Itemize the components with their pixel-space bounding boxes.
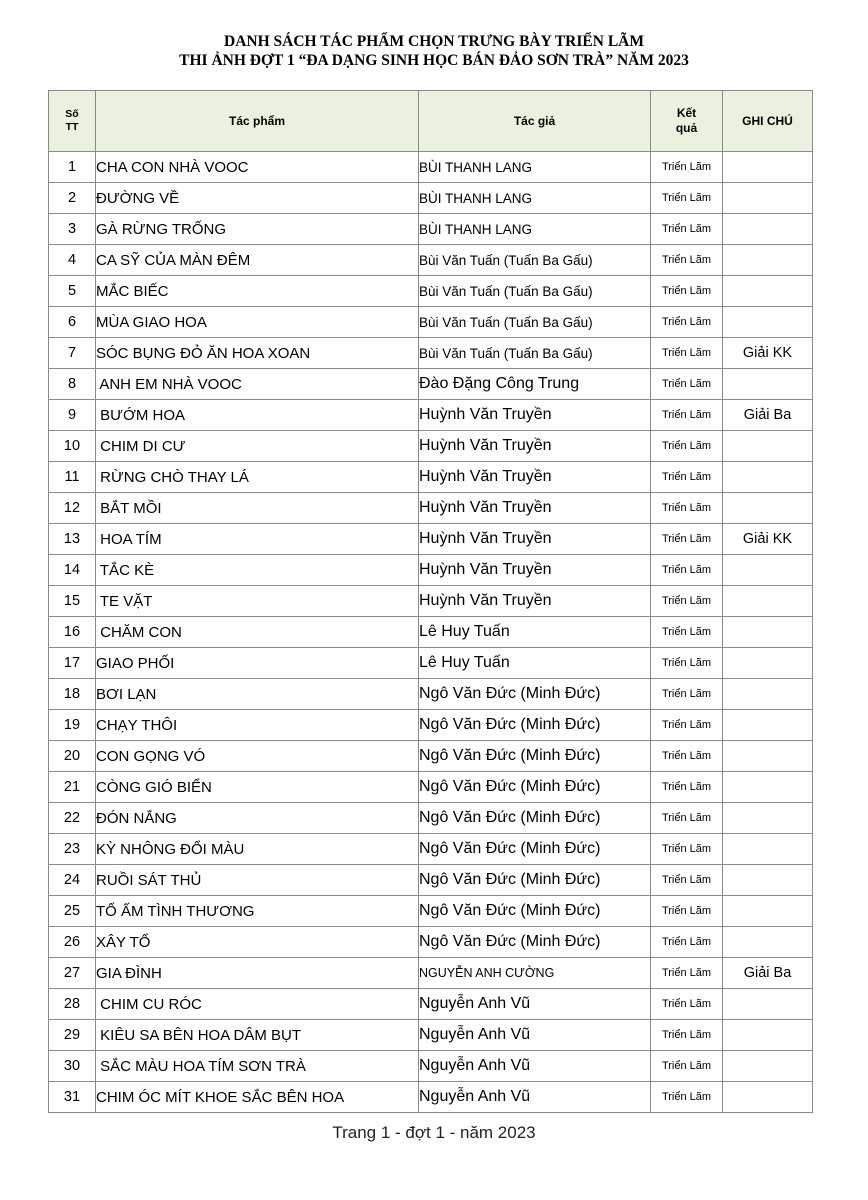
cell-author: Ngô Văn Đức (Minh Đức) [419,834,651,865]
cell-result: Triển Lãm [651,369,723,400]
cell-note [723,648,813,679]
cell-result: Triển Lãm [651,555,723,586]
cell-stt: 7 [49,338,96,369]
cell-work: RỪNG CHÒ THAY LÁ [96,462,419,493]
cell-note [723,710,813,741]
cell-result: Triển Lãm [651,1082,723,1113]
cell-stt: 18 [49,679,96,710]
cell-work: RUỒI SÁT THỦ [96,865,419,896]
cell-note [723,369,813,400]
cell-work: ĐÓN NẮNG [96,803,419,834]
header-author: Tác giả [419,91,651,152]
cell-result: Triển Lãm [651,400,723,431]
table-row [49,834,813,865]
cell-note [723,803,813,834]
cell-work: TỔ ẤM TÌNH THƯƠNG [96,896,419,927]
cell-result: Triển Lãm [651,431,723,462]
table-row [49,927,813,958]
cell-author: Bùi Văn Tuấn (Tuấn Ba Gấu) [419,245,651,276]
cell-stt: 3 [49,214,96,245]
cell-result: Triển Lãm [651,772,723,803]
cell-work: CA SỸ CỦA MÀN ĐÊM [96,245,419,276]
cell-result: Triển Lãm [651,307,723,338]
table-row [49,617,813,648]
cell-work: CHIM CU RÓC [96,989,419,1020]
cell-result: Triển Lãm [651,245,723,276]
cell-note [723,586,813,617]
cell-stt: 4 [49,245,96,276]
cell-author: Nguyễn Anh Vũ [419,1051,651,1082]
table-row [49,803,813,834]
cell-note [723,617,813,648]
cell-stt: 26 [49,927,96,958]
cell-stt: 20 [49,741,96,772]
table-row [49,214,813,245]
cell-stt: 13 [49,524,96,555]
table-row [49,648,813,679]
cell-author: Huỳnh Văn Truyền [419,493,651,524]
table-row [49,524,813,555]
table-row [49,307,813,338]
cell-note: Giải KK [723,524,813,555]
cell-note [723,741,813,772]
works-table [48,90,813,1113]
cell-note: Giải KK [723,338,813,369]
cell-note [723,276,813,307]
table-header [49,91,813,152]
table-row [49,772,813,803]
table-row [49,431,813,462]
cell-result: Triển Lãm [651,1020,723,1051]
table-row [49,1082,813,1113]
document-title [0,32,868,70]
cell-note [723,1020,813,1051]
header-result-line1: Kết [676,106,697,120]
cell-stt: 24 [49,865,96,896]
cell-stt: 5 [49,276,96,307]
header-work: Tác phẩm [96,91,419,152]
cell-stt: 21 [49,772,96,803]
cell-author: Nguyễn Anh Vũ [419,1020,651,1051]
cell-work: CÒNG GIÓ BIỂN [96,772,419,803]
cell-stt: 11 [49,462,96,493]
cell-stt: 15 [49,586,96,617]
cell-work: CHĂM CON [96,617,419,648]
cell-work: GÀ RỪNG TRỐNG [96,214,419,245]
table-row [49,586,813,617]
cell-result: Triển Lãm [651,896,723,927]
cell-result: Triển Lãm [651,214,723,245]
cell-work: GIAO PHỐI [96,648,419,679]
cell-note [723,772,813,803]
cell-stt: 17 [49,648,96,679]
cell-author: Huỳnh Văn Truyền [419,524,651,555]
header-stt-line1: Số [65,108,79,120]
cell-result: Triển Lãm [651,462,723,493]
cell-result: Triển Lãm [651,493,723,524]
table-row [49,152,813,183]
cell-work: GIA ĐÌNH [96,958,419,989]
cell-work: MÙA GIAO HOA [96,307,419,338]
cell-work: TE VẶT [96,586,419,617]
cell-author: Huỳnh Văn Truyền [419,462,651,493]
table-row [49,462,813,493]
cell-work: CON GỌNG VÓ [96,741,419,772]
table-row [49,989,813,1020]
table-row [49,896,813,927]
cell-work: BƯỚM HOA [96,400,419,431]
cell-author: Lê Huy Tuấn [419,648,651,679]
cell-work: ANH EM NHÀ VOOC [96,369,419,400]
cell-result: Triển Lãm [651,648,723,679]
table-body [49,152,813,1113]
cell-stt: 1 [49,152,96,183]
cell-note [723,245,813,276]
table-row [49,958,813,989]
table-row [49,1020,813,1051]
cell-stt: 19 [49,710,96,741]
header-result [651,91,723,152]
cell-author: Huỳnh Văn Truyền [419,586,651,617]
cell-result: Triển Lãm [651,524,723,555]
cell-work: SÓC BỤNG ĐỎ ĂN HOA XOAN [96,338,419,369]
cell-work: TẮC KÈ [96,555,419,586]
cell-result: Triển Lãm [651,183,723,214]
cell-author: Ngô Văn Đức (Minh Đức) [419,927,651,958]
cell-note [723,183,813,214]
cell-author: Ngô Văn Đức (Minh Đức) [419,865,651,896]
cell-author: Ngô Văn Đức (Minh Đức) [419,710,651,741]
cell-work: CHA CON NHÀ VOOC [96,152,419,183]
cell-work: KIÊU SA BÊN HOA DÂM BỤT [96,1020,419,1051]
cell-work: BƠI LẠN [96,679,419,710]
cell-result: Triển Lãm [651,152,723,183]
cell-result: Triển Lãm [651,803,723,834]
table-row [49,555,813,586]
cell-work: SẮC MÀU HOA TÍM SƠN TRÀ [96,1051,419,1082]
cell-stt: 12 [49,493,96,524]
cell-work: XÂY TỔ [96,927,419,958]
cell-result: Triển Lãm [651,679,723,710]
cell-stt: 31 [49,1082,96,1113]
title-line-2: THI ẢNH ĐỢT 1 “ĐA DẠNG SINH HỌC BÁN ĐẢO SƠN TRÀ” NĂM 2023 [179,52,689,69]
cell-note [723,834,813,865]
table-row [49,276,813,307]
cell-author: BÙI THANH LANG [419,183,651,214]
cell-note [723,462,813,493]
cell-stt: 28 [49,989,96,1020]
cell-work: CHIM ÓC MÍT KHOE SẮC BÊN HOA [96,1082,419,1113]
cell-stt: 22 [49,803,96,834]
cell-stt: 10 [49,431,96,462]
cell-result: Triển Lãm [651,865,723,896]
cell-note [723,679,813,710]
table-row [49,338,813,369]
cell-note [723,555,813,586]
cell-note [723,989,813,1020]
cell-note [723,896,813,927]
cell-author: Lê Huy Tuấn [419,617,651,648]
cell-result: Triển Lãm [651,338,723,369]
cell-result: Triển Lãm [651,1051,723,1082]
header-stt-line2: TT [65,121,79,133]
cell-author: Bùi Văn Tuấn (Tuấn Ba Gấu) [419,307,651,338]
cell-author: Ngô Văn Đức (Minh Đức) [419,679,651,710]
cell-author: Nguyễn Anh Vũ [419,989,651,1020]
cell-stt: 25 [49,896,96,927]
page-footer: Trang 1 - đợt 1 - năm 2023 [332,1123,536,1142]
cell-author: Ngô Văn Đức (Minh Đức) [419,803,651,834]
cell-author: Bùi Văn Tuấn (Tuấn Ba Gấu) [419,338,651,369]
cell-note [723,1082,813,1113]
cell-result: Triển Lãm [651,741,723,772]
cell-result: Triển Lãm [651,927,723,958]
header-result-line2: quả [675,121,698,135]
cell-author: Ngô Văn Đức (Minh Đức) [419,741,651,772]
cell-work: CHẠY THÔI [96,710,419,741]
header-stt [49,91,96,152]
table-row [49,493,813,524]
cell-stt: 8 [49,369,96,400]
cell-stt: 29 [49,1020,96,1051]
cell-note [723,927,813,958]
cell-result: Triển Lãm [651,710,723,741]
cell-note [723,1051,813,1082]
cell-note [723,431,813,462]
cell-stt: 2 [49,183,96,214]
cell-note [723,493,813,524]
cell-work: KỲ NHÔNG ĐỔI MÀU [96,834,419,865]
table-row [49,183,813,214]
cell-result: Triển Lãm [651,276,723,307]
cell-note [723,214,813,245]
cell-stt: 23 [49,834,96,865]
table-row [49,245,813,276]
cell-stt: 16 [49,617,96,648]
cell-note: Giải Ba [723,400,813,431]
cell-stt: 14 [49,555,96,586]
table-row [49,369,813,400]
cell-author: Ngô Văn Đức (Minh Đức) [419,896,651,927]
cell-author: Đào Đặng Công Trung [419,369,651,400]
table-row [49,679,813,710]
cell-work: CHIM DI CƯ [96,431,419,462]
cell-note [723,307,813,338]
cell-work: MẮC BIẾC [96,276,419,307]
header-row [49,91,813,152]
header-note: GHI CHÚ [723,91,813,152]
cell-note [723,152,813,183]
title-line-1: DANH SÁCH TÁC PHẨM CHỌN TRƯNG BÀY TRIỂN LÃM [224,33,644,50]
table-row [49,865,813,896]
cell-stt: 6 [49,307,96,338]
cell-stt: 9 [49,400,96,431]
cell-author: BÙI THANH LANG [419,214,651,245]
cell-stt: 30 [49,1051,96,1082]
cell-result: Triển Lãm [651,834,723,865]
cell-author: NGUYỄN ANH CƯỜNG [419,958,651,989]
cell-author: Huỳnh Văn Truyền [419,400,651,431]
cell-author: BÙI THANH LANG [419,152,651,183]
table-row [49,400,813,431]
cell-author: Ngô Văn Đức (Minh Đức) [419,772,651,803]
cell-author: Huỳnh Văn Truyền [419,555,651,586]
cell-author: Huỳnh Văn Truyền [419,431,651,462]
cell-result: Triển Lãm [651,586,723,617]
table-row [49,1051,813,1082]
cell-work: HOA TÍM [96,524,419,555]
cell-work: BẮT MỒI [96,493,419,524]
cell-result: Triển Lãm [651,989,723,1020]
table-row [49,710,813,741]
table-row [49,741,813,772]
cell-stt: 27 [49,958,96,989]
cell-result: Triển Lãm [651,958,723,989]
cell-note: Giải Ba [723,958,813,989]
cell-note [723,865,813,896]
cell-author: Bùi Văn Tuấn (Tuấn Ba Gấu) [419,276,651,307]
cell-result: Triển Lãm [651,617,723,648]
cell-work: ĐƯỜNG VỀ [96,183,419,214]
cell-author: Nguyễn Anh Vũ [419,1082,651,1113]
